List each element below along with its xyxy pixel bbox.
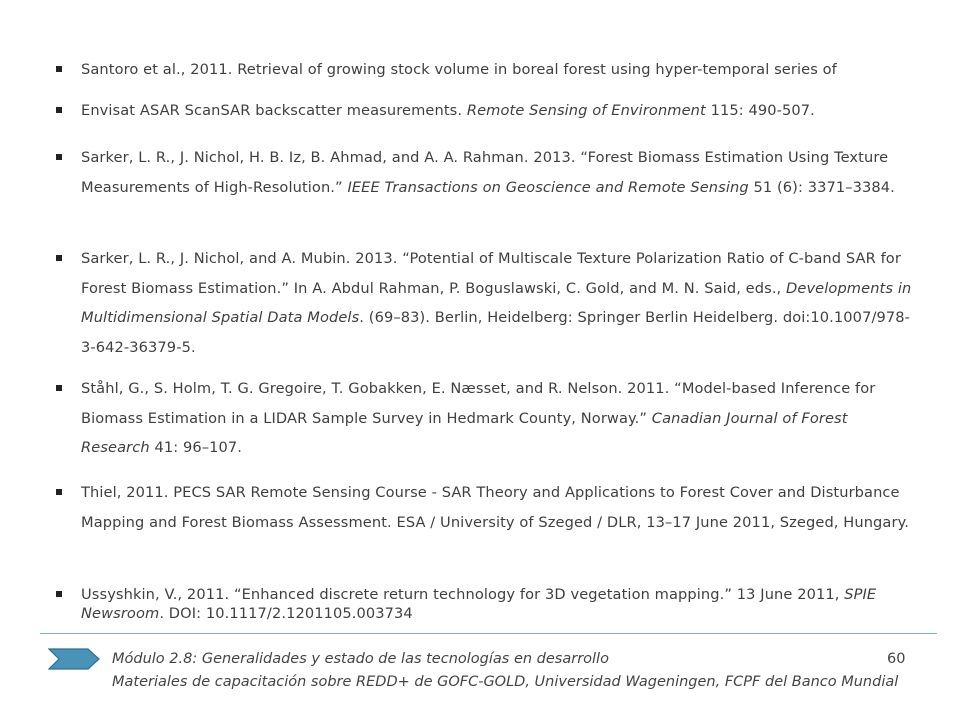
reference-segment: Sarker, L. R., J. Nichol, H. B. Iz, B. Ahmad, and A. A. Rahman. 2013. “Forest Biomass Estimation Using Texture Measurements of High-Resolution.” [81, 149, 889, 196]
reference-text [81, 478, 918, 537]
reference-segment: Thiel, 2011. PECS SAR Remote Sensing Course - SAR Theory and Applications to Forest Cover and Disturbance Mapping and Forest Biomass Assessment. ESA / University of Szeged / DLR, 13–17 June 2011, Szeged, Hungary. [81, 484, 909, 531]
reference-text [81, 143, 918, 202]
square-bullet-icon [56, 66, 62, 72]
reference-title-italic: IEEE Transactions on Geoscience and Remote Sensing [347, 178, 749, 196]
reference-segment: Envisat ASAR ScanSAR backscatter measurements. [81, 102, 467, 119]
reference-segment: Ussyshkin, V., 2011. “Enhanced discrete return technology for 3D vegetation mapping.” 13 June 2011, [81, 586, 845, 603]
reference-text [81, 374, 918, 463]
square-bullet-icon [56, 107, 62, 113]
reference-segment: . (69–83). Berlin, Heidelberg: Springer Berlin Heidelberg. doi:10.1007/978-3-642-36379-5. [81, 309, 910, 356]
chevron-right-icon [48, 648, 100, 670]
reference-title-italic: Canadian Journal of Forest Research [81, 409, 848, 456]
square-bullet-icon [56, 385, 62, 391]
reference-item [56, 478, 918, 537]
footer-materials-credit: Materiales de capacitación sobre REDD+ de GOFC-GOLD, Universidad Wageningen, FCPF del Banco Mundial [112, 674, 899, 690]
square-bullet-icon [56, 255, 62, 261]
reference-segment: . DOI: 10.1117/2.1201105.003734 [159, 605, 413, 622]
reference-segment: 51 (6): 3371–3384. [748, 178, 895, 196]
square-bullet-icon [56, 591, 62, 597]
reference-title-italic: Developments in Multidimensional Spatial Data Models [81, 279, 912, 326]
reference-item [56, 96, 918, 126]
reference-segment: Ståhl, G., S. Holm, T. G. Gregoire, T. Gobakken, E. Næsset, and R. Nelson. 2011. “Model-based Inference for Biomass Estimation in a LIDAR Sample Survey in Hedmark County, Norway.” [81, 380, 876, 427]
reference-segment: 115: 490-507. [705, 102, 815, 119]
footer-divider [40, 633, 937, 634]
reference-text [81, 585, 918, 623]
reference-item [56, 143, 918, 202]
page-number: 60 [887, 651, 906, 667]
reference-item [56, 244, 918, 362]
reference-title-italic: SPIE Newsroom [81, 586, 877, 622]
reference-segment: 41: 96–107. [149, 439, 243, 456]
reference-title-italic: Remote Sensing of Environment [466, 102, 706, 119]
reference-item [56, 585, 918, 623]
square-bullet-icon [56, 489, 62, 495]
reference-text [81, 55, 918, 85]
reference-item [56, 374, 918, 463]
reference-segment: Sarker, L. R., J. Nichol, and A. Mubin. 2013. “Potential of Multiscale Texture Polarization Ratio of C-band SAR for Forest Biomass Estimation.” In A. Abdul Rahman, P. Boguslawski, C. Gold, and M. N. Said, eds., [81, 250, 901, 297]
square-bullet-icon [56, 154, 62, 160]
reference-segment: Santoro et al., 2011. Retrieval of growing stock volume in boreal forest using hyper-temporal series of [81, 61, 837, 78]
reference-item [56, 55, 918, 85]
reference-text [81, 244, 918, 362]
footer-module-title: Módulo 2.8: Generalidades y estado de las tecnologías en desarrollo [112, 651, 609, 667]
reference-text [81, 96, 918, 126]
